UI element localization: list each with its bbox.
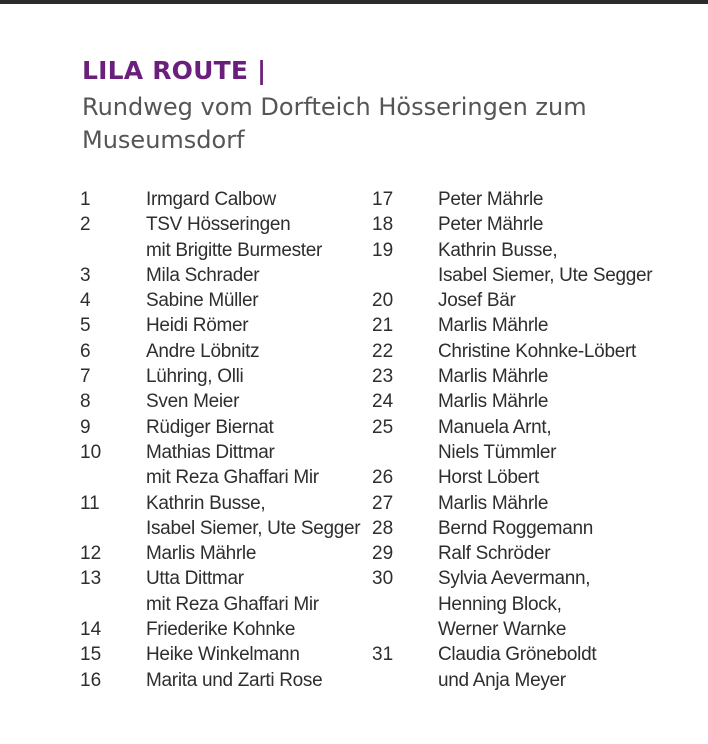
entry-names [438, 238, 652, 289]
entry-names [438, 364, 548, 389]
list-item [372, 465, 672, 490]
page-subtitle: Rundweg vom Dorfteich Hösseringen zum Museumsdorf [82, 93, 587, 154]
entry-names [146, 668, 322, 693]
entry-name-line: Josef Bär [438, 290, 516, 312]
list-item [80, 617, 370, 642]
entry-number: 16 [80, 669, 102, 691]
list-item [372, 541, 672, 566]
entry-number: 23 [372, 366, 394, 388]
entry-name-line: und Anja Meyer [438, 669, 566, 691]
entry-number: 18 [372, 214, 394, 236]
entry-number: 29 [372, 543, 394, 565]
list-item [80, 212, 370, 263]
entry-name-line: Rüdiger Biernat [146, 416, 274, 438]
entry-name-line: Christine Kohnke-Löbert [438, 340, 636, 362]
list-item [80, 364, 370, 389]
entry-name-line: Manuela Arnt, [438, 416, 552, 438]
entry-names [146, 642, 300, 667]
entry-names [146, 491, 360, 542]
entry-name-line: mit Reza Ghaffari Mir [146, 593, 319, 615]
entry-number: 22 [372, 340, 394, 362]
list-item [372, 566, 672, 642]
top-border-rule [0, 0, 708, 4]
entry-number: 14 [80, 619, 102, 641]
entries-left-column [80, 187, 370, 693]
list-item [372, 238, 672, 289]
entry-name-line: Sven Meier [146, 391, 240, 413]
entry-number: 26 [372, 467, 394, 489]
entry-name-line: Heidi Römer [146, 315, 249, 337]
entry-name-line: Peter Mährle [438, 214, 544, 236]
entry-name-line: Ralf Schröder [438, 543, 551, 565]
entry-names [146, 263, 259, 288]
entry-name-line: Lühring, Olli [146, 366, 244, 388]
entry-number: 7 [80, 366, 91, 388]
list-item [372, 415, 672, 466]
entry-names [146, 440, 319, 491]
entry-name-line: Friederike Kohnke [146, 619, 296, 641]
list-item [80, 541, 370, 566]
entry-number: 2 [80, 214, 91, 236]
entry-name-line: Peter Mährle [438, 189, 544, 210]
entry-name-line: Sabine Müller [146, 290, 259, 312]
entry-number: 24 [372, 391, 394, 413]
entry-number: 27 [372, 492, 394, 514]
entry-name-line: Mila Schrader [146, 264, 260, 286]
entry-names [146, 364, 243, 389]
list-item [80, 440, 370, 491]
entry-names [438, 339, 636, 364]
list-item [80, 566, 370, 617]
entry-name-line: mit Reza Ghaffari Mir [146, 467, 319, 489]
entry-number: 3 [80, 264, 91, 286]
entry-name-line: Bernd Roggemann [438, 517, 593, 539]
list-item [372, 364, 672, 389]
entry-number: 19 [372, 239, 394, 261]
list-item [372, 642, 672, 693]
list-item [80, 491, 370, 542]
entry-name-line: Irmgard Calbow [146, 189, 276, 210]
entry-name-line: Isabel Siemer, Ute Segger [146, 517, 361, 539]
entry-number: 31 [372, 644, 394, 666]
list-item [80, 642, 370, 667]
entry-name-line: Marlis Mährle [438, 492, 549, 514]
entry-name-line: Isabel Siemer, Ute Segger [438, 264, 653, 286]
entry-number: 25 [372, 416, 394, 438]
entry-name-line: Niels Tümmler [438, 441, 557, 463]
entry-names [438, 465, 539, 490]
list-item [372, 491, 672, 516]
entry-name-line: TSV Hösseringen [146, 214, 291, 236]
entry-name-line: Marlis Mährle [438, 391, 549, 413]
entry-name-line: Marlis Mährle [438, 315, 549, 337]
entry-number: 11 [80, 492, 100, 514]
entry-names [438, 516, 593, 541]
entry-name-line: Marlis Mährle [146, 543, 257, 565]
entry-names [438, 566, 590, 642]
entry-names [146, 313, 248, 338]
entry-number: 9 [80, 416, 91, 438]
entry-names [438, 288, 516, 313]
entry-number: 6 [80, 340, 91, 362]
entry-names [146, 541, 256, 566]
entry-name-line: Claudia Gröneboldt [438, 644, 597, 666]
entry-number: 15 [80, 644, 102, 666]
entry-name-line: Andre Löbnitz [146, 340, 260, 362]
entry-number: 30 [372, 568, 394, 590]
entry-names [146, 339, 259, 364]
entry-name-line: Marlis Mährle [438, 366, 549, 388]
entry-number: 17 [372, 189, 394, 210]
entry-names [146, 212, 322, 263]
entry-name-line: Mathias Dittmar [146, 441, 275, 463]
entry-name-line: Utta Dittmar [146, 568, 244, 590]
entry-names [146, 566, 319, 617]
list-item [80, 288, 370, 313]
entry-number: 21 [372, 315, 394, 337]
list-item [80, 187, 370, 212]
entry-names [438, 313, 548, 338]
entry-name-line: Marita und Zarti Rose [146, 669, 323, 691]
entry-names [438, 212, 543, 237]
entry-name-line: Heike Winkelmann [146, 644, 300, 666]
entries-right-column [372, 187, 672, 693]
entry-name-line: Kathrin Busse, [146, 492, 266, 514]
entry-number: 10 [80, 441, 102, 463]
entry-names [146, 187, 276, 212]
entry-names [146, 389, 239, 414]
list-item [372, 212, 672, 237]
entry-number: 5 [80, 315, 91, 337]
list-item [80, 668, 370, 693]
entry-number: 13 [80, 568, 102, 590]
entry-name-line: Sylvia Aevermann, [438, 568, 591, 590]
list-item [372, 389, 672, 414]
entry-names [146, 415, 274, 440]
list-item [372, 516, 672, 541]
entry-name-line: Henning Block, [438, 593, 562, 615]
list-item [372, 288, 672, 313]
entry-names [146, 288, 258, 313]
entry-number: 8 [80, 391, 91, 413]
list-item [80, 339, 370, 364]
entry-number: 4 [80, 290, 91, 312]
list-item [80, 415, 370, 440]
page-title: LILA ROUTE | [82, 56, 267, 85]
entry-names [438, 541, 550, 566]
entry-names [438, 415, 556, 466]
list-item [80, 263, 370, 288]
entry-names [438, 491, 548, 516]
entry-names [146, 617, 295, 642]
entry-names [438, 187, 543, 212]
list-item [372, 313, 672, 338]
list-item [80, 313, 370, 338]
entry-name-line: mit Brigitte Burmester [146, 239, 323, 261]
entry-number: 12 [80, 543, 102, 565]
entry-name-line: Kathrin Busse, [438, 239, 558, 261]
entry-number: 1 [80, 189, 91, 210]
entry-names [438, 389, 548, 414]
entry-number: 28 [372, 517, 394, 539]
list-item [372, 187, 672, 212]
entry-number: 20 [372, 290, 394, 312]
entry-name-line: Werner Warnke [438, 619, 567, 641]
list-item [80, 389, 370, 414]
list-item [372, 339, 672, 364]
entry-name-line: Horst Löbert [438, 467, 539, 489]
entry-names [438, 642, 596, 693]
